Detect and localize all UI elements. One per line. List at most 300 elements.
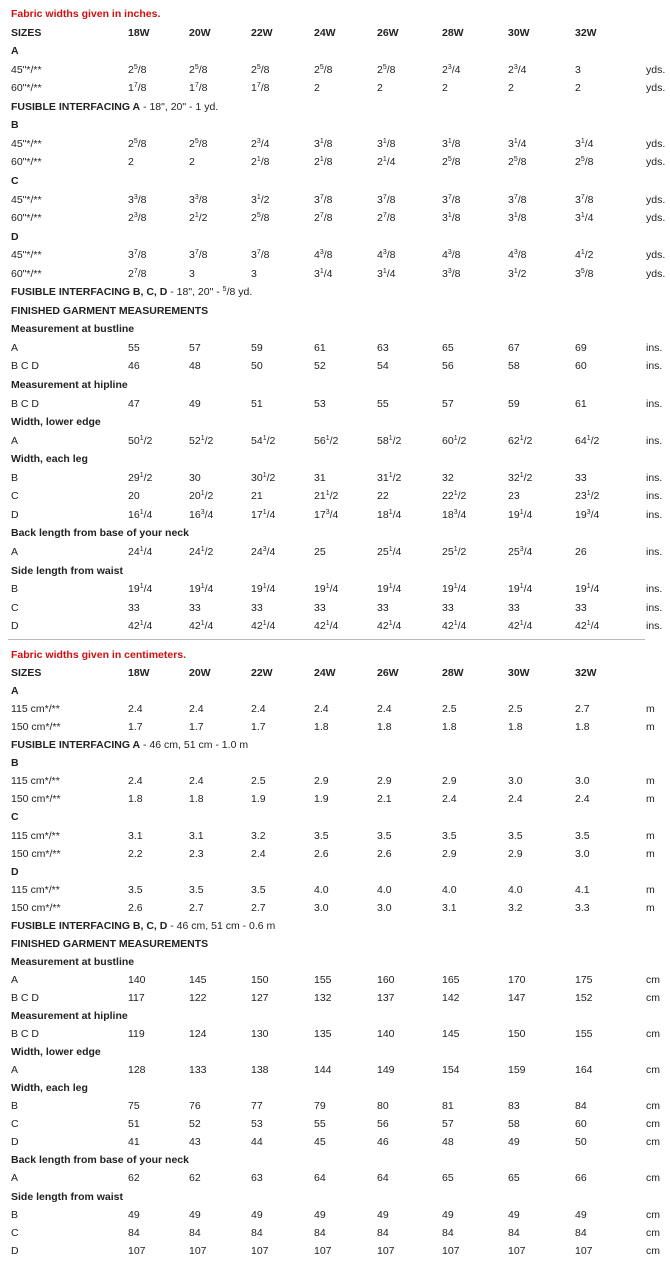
sizes-label: SIZES [11, 27, 42, 39]
cell-value: 154 [442, 1064, 460, 1076]
cell-value: $21^1/2$ [314, 490, 339, 502]
cell-value: 117 [128, 992, 145, 1004]
row-label: D [11, 1136, 19, 1148]
cell-value: 46 [377, 1136, 389, 1148]
cell-value: 1.7 [251, 721, 266, 733]
cell-value: 2.5 [442, 703, 457, 715]
cell-value: 2.9 [508, 848, 523, 860]
cell-value: 84 [575, 1100, 587, 1112]
cell-value: 2.4 [128, 703, 143, 715]
back-length-label [0, 524, 670, 542]
view-d-label-text: D [11, 231, 19, 243]
unit-label: yds. [646, 249, 666, 261]
cell-value: $2^7/8$ [128, 268, 147, 280]
cell-value: $42^1/4$ [128, 620, 153, 632]
section-heading [0, 646, 670, 664]
cell-value: $4^1/2$ [575, 249, 594, 261]
row-label: A [11, 435, 19, 447]
side-length-label-text: Side length from waist [11, 1191, 124, 1203]
cell-value: 62 [189, 1172, 201, 1184]
table-row [0, 790, 670, 808]
fusible-a-note [0, 98, 670, 116]
cell-value: 107 [442, 1245, 460, 1257]
cell-value: 159 [508, 1064, 526, 1076]
size-header: 20W [189, 27, 211, 39]
cell-value: 44 [251, 1136, 263, 1148]
row-label: A [11, 1172, 19, 1184]
size-header: 24W [314, 27, 336, 39]
table-row [0, 881, 670, 899]
table-row [0, 265, 670, 283]
size-header: 26W [377, 667, 399, 679]
cell-value: 2.2 [128, 848, 143, 860]
cell-value: $2^3/4$ [442, 64, 461, 76]
finished-measurements-heading [0, 935, 670, 953]
cell-value: $4^3/8$ [377, 249, 396, 261]
cell-value: 33 [128, 602, 140, 614]
cell-value: 56 [442, 360, 454, 372]
table-row [0, 827, 670, 845]
cell-value: 2 [442, 82, 448, 94]
cell-value: $2^5/8$ [377, 64, 396, 76]
cell-value: $2^5/8$ [314, 64, 333, 76]
cell-value: 2.9 [377, 775, 392, 787]
cell-value: 33 [189, 602, 201, 614]
row-label: A [11, 546, 19, 558]
lower-edge-label-text: Width, lower edge [11, 416, 101, 428]
cell-value: 1.8 [508, 721, 523, 733]
cell-value: $52^1/2$ [189, 435, 214, 447]
size-header: 20W [189, 667, 211, 679]
cell-value: 107 [377, 1245, 395, 1257]
cell-value: 32 [442, 472, 454, 484]
cell-value: 147 [508, 992, 526, 1004]
cell-value: 2.4 [314, 703, 329, 715]
cell-value: 2 [314, 82, 320, 94]
unit-label: m [646, 884, 655, 896]
cell-value: $2^5/8$ [128, 64, 147, 76]
view-b-label-text: B [11, 757, 19, 769]
cell-value: 2.6 [314, 848, 329, 860]
unit-label: ins. [646, 490, 663, 502]
cell-value: 1.8 [442, 721, 457, 733]
cell-value: 155 [575, 1028, 593, 1040]
row-label: D [11, 620, 19, 632]
cell-value: 2.4 [442, 793, 457, 805]
unit-label: ins. [646, 398, 663, 410]
cell-value: $19^1/4$ [251, 583, 276, 595]
side-length-label-text: Side length from waist [11, 565, 124, 577]
cell-value: 107 [251, 1245, 269, 1257]
unit-label: yds. [646, 268, 666, 280]
cell-value: 2.4 [128, 775, 143, 787]
cell-value: 20 [128, 490, 140, 502]
row-label: 150 cm*/** [11, 721, 61, 733]
cell-value: 2.4 [189, 775, 204, 787]
cell-value: $16^3/4$ [189, 509, 214, 521]
row-label: 150 cm*/** [11, 848, 61, 860]
cell-value: $29^1/2$ [128, 472, 153, 484]
cell-value: 26 [575, 546, 587, 558]
cell-value: $3^7/8$ [128, 249, 147, 261]
view-a-label-text: A [11, 685, 19, 697]
cell-value: 43 [189, 1136, 201, 1148]
cell-value: 30 [189, 472, 201, 484]
cell-value: 2.4 [251, 848, 266, 860]
fusible-a-note-text [11, 736, 248, 754]
cell-value: 33 [251, 602, 263, 614]
cell-value: $2^5/8$ [575, 156, 594, 168]
each-leg-label-text: Width, each leg [11, 1082, 88, 1094]
cell-value: 33 [314, 602, 326, 614]
table-row [0, 1206, 670, 1224]
cell-value: 48 [189, 360, 201, 372]
sizes-header [0, 24, 670, 42]
size-header: 28W [442, 27, 464, 39]
cell-value: 165 [442, 974, 460, 986]
cell-value: 3.5 [442, 830, 457, 842]
cell-value: 142 [442, 992, 460, 1004]
cell-value: $3^1/8$ [442, 138, 461, 150]
back-length-label-text: Back length from base of your neck [11, 1154, 189, 1166]
cell-value: $20^1/2$ [189, 490, 214, 502]
cell-value: 2 [128, 156, 134, 168]
table-row [0, 469, 670, 487]
cell-value: 49 [314, 1209, 326, 1221]
cell-value: $2^7/8$ [314, 212, 333, 224]
cell-value: 122 [189, 992, 207, 1004]
cell-value: 150 [251, 974, 269, 986]
cell-value: 4.0 [508, 884, 523, 896]
cell-value: 135 [314, 1028, 332, 1040]
table-row [0, 339, 670, 357]
cell-value: 144 [314, 1064, 332, 1076]
unit-label: m [646, 848, 655, 860]
cell-value: 2.7 [251, 902, 266, 914]
table-row [0, 1169, 670, 1187]
fusible-bcd-note [0, 917, 670, 935]
cell-value: 2.6 [128, 902, 143, 914]
cell-value: $2^5/8$ [251, 64, 270, 76]
cell-value: $19^1/4$ [442, 583, 467, 595]
cell-value: 33 [377, 602, 389, 614]
each-leg-label [0, 1079, 670, 1097]
unit-label: ins. [646, 435, 663, 447]
finished-measurements-heading-text: FINISHED GARMENT MEASUREMENTS [11, 938, 209, 950]
size-header: 18W [128, 667, 150, 679]
unit-label: yds. [646, 194, 666, 206]
size-header: 32W [575, 667, 597, 679]
table-row [0, 899, 670, 917]
cell-value: $24^3/4$ [251, 546, 276, 558]
row-label: C [11, 490, 19, 502]
cell-value: 3 [189, 268, 195, 280]
cell-value: 64 [314, 1172, 326, 1184]
row-label: 45"*/** [11, 138, 42, 150]
cell-value: 107 [575, 1245, 593, 1257]
cell-value: $42^1/4$ [575, 620, 600, 632]
fusible-bcd-note-text [11, 917, 275, 935]
cell-value: $3^3/8$ [128, 194, 147, 206]
row-label: 115 cm*/** [11, 884, 60, 896]
cell-value: 3.2 [508, 902, 523, 914]
table-row [0, 487, 670, 505]
view-d-label [0, 863, 670, 881]
cell-value: 1.7 [189, 721, 204, 733]
row-label: 60"*/** [11, 156, 42, 168]
cell-value: $16^1/4$ [128, 509, 153, 521]
cell-value: 49 [508, 1136, 520, 1148]
cell-value: $4^3/8$ [508, 249, 527, 261]
unit-label: m [646, 775, 655, 787]
row-label: C [11, 1118, 19, 1130]
cell-value: 107 [508, 1245, 526, 1257]
unit-label: cm [646, 992, 660, 1004]
side-length-label [0, 1188, 670, 1206]
cell-value: $3^7/8$ [189, 249, 208, 261]
cell-value: 2.4 [377, 703, 392, 715]
cell-value: 66 [575, 1172, 587, 1184]
cell-value: 77 [251, 1100, 263, 1112]
cell-value: 3.1 [442, 902, 457, 914]
row-label: D [11, 509, 19, 521]
fusible-bcd-note-detail: - 46 cm, 51 cm - 0.6 m [167, 920, 276, 932]
table-row [0, 506, 670, 524]
cell-value: 61 [575, 398, 587, 410]
cell-value: $3^1/2$ [251, 194, 270, 206]
row-label: B [11, 472, 19, 484]
cell-value: $2^3/4$ [508, 64, 527, 76]
unit-label: cm [646, 1100, 660, 1112]
table-row [0, 989, 670, 1007]
cell-value: $1^7/8$ [128, 82, 147, 94]
cell-value: 3.5 [314, 830, 329, 842]
cell-value: 1.8 [128, 793, 143, 805]
cell-value: 149 [377, 1064, 395, 1076]
cell-value: $56^1/2$ [314, 435, 339, 447]
cell-value: $2^1/8$ [251, 156, 270, 168]
table-row [0, 79, 670, 97]
cell-value: 145 [442, 1028, 460, 1040]
hipline-label-text: Measurement at hipline [11, 379, 128, 391]
cell-value: 4.0 [442, 884, 457, 896]
cell-value: $19^1/4$ [508, 583, 533, 595]
lower-edge-label [0, 413, 670, 431]
cell-value: 119 [128, 1028, 145, 1040]
view-d-label-text: D [11, 866, 19, 878]
unit-label: m [646, 830, 655, 842]
fusible-bcd-note [0, 283, 670, 301]
cell-value: 160 [377, 974, 395, 986]
row-label: A [11, 1064, 19, 1076]
cell-value: 69 [575, 342, 587, 354]
row-label: C [11, 602, 19, 614]
cell-value: 49 [508, 1209, 520, 1221]
cell-value: 53 [251, 1118, 263, 1130]
section-heading-text: Fabric widths given in inches. [11, 8, 161, 20]
table-row [0, 1097, 670, 1115]
row-label: 115 cm*/** [11, 775, 60, 787]
table-row [0, 61, 670, 79]
view-a-label [0, 682, 670, 700]
table-row [0, 1115, 670, 1133]
unit-label: cm [646, 1136, 660, 1148]
section-heading-text: Fabric widths given in centimeters. [11, 649, 187, 661]
fusible-a-note-detail: - 18", 20" - 1 yd. [140, 101, 219, 113]
cell-value: $62^1/2$ [508, 435, 533, 447]
cell-value: 2.3 [189, 848, 204, 860]
unit-label: m [646, 902, 655, 914]
cell-value: $24^1/4$ [128, 546, 153, 558]
cell-value: 46 [128, 360, 140, 372]
cell-value: 57 [189, 342, 201, 354]
cell-value: $3^1/8$ [314, 138, 333, 150]
view-b-label [0, 754, 670, 772]
unit-label: yds. [646, 212, 666, 224]
fusible-bcd-note-label: FUSIBLE INTERFACING B, C, D [11, 920, 168, 932]
each-leg-label [0, 450, 670, 468]
row-label: A [11, 342, 19, 354]
cell-value: 41 [128, 1136, 140, 1148]
cell-value: $3^3/8$ [442, 268, 461, 280]
row-label: 60"*/** [11, 82, 42, 94]
table-row [0, 1061, 670, 1079]
cell-value: 33 [575, 602, 587, 614]
cell-value: 59 [251, 342, 263, 354]
cell-value: 84 [508, 1227, 520, 1239]
size-header: 22W [251, 667, 273, 679]
cell-value: $42^1/4$ [508, 620, 533, 632]
cell-value: 55 [377, 398, 389, 410]
cell-value: 47 [128, 398, 140, 410]
cell-value: 31 [314, 472, 326, 484]
cell-value: 133 [189, 1064, 207, 1076]
cell-value: 49 [377, 1209, 389, 1221]
size-header: 30W [508, 667, 530, 679]
unit-label: ins. [646, 472, 663, 484]
row-label: B [11, 1100, 19, 1112]
cell-value: 55 [314, 1118, 326, 1130]
row-label: 115 cm*/** [11, 703, 60, 715]
cell-value: 3.5 [508, 830, 523, 842]
row-label: B C D [11, 1028, 40, 1040]
unit-label: yds. [646, 156, 666, 168]
cell-value: 3.2 [251, 830, 266, 842]
cell-value: $1^7/8$ [189, 82, 208, 94]
view-b-label [0, 116, 670, 134]
cell-value: 58 [508, 360, 520, 372]
cell-value: 56 [377, 1118, 389, 1130]
cell-value: 3.5 [189, 884, 204, 896]
cell-value: $3^7/8$ [442, 194, 461, 206]
cell-value: 60 [575, 1118, 587, 1130]
cell-value: $3^7/8$ [508, 194, 527, 206]
cell-value: 83 [508, 1100, 520, 1112]
cell-value: 2.4 [508, 793, 523, 805]
fusible-a-note-detail: - 46 cm, 51 cm - 1.0 m [140, 739, 249, 751]
cell-value: 49 [251, 1209, 263, 1221]
cell-value: 1.8 [377, 721, 392, 733]
cell-value: 140 [377, 1028, 395, 1040]
cell-value: 84 [314, 1227, 326, 1239]
unit-label: ins. [646, 546, 663, 558]
cell-value: $64^1/2$ [575, 435, 600, 447]
cell-value: 2.9 [314, 775, 329, 787]
cell-value: $31^1/2$ [377, 472, 402, 484]
cell-value: 2.7 [189, 902, 204, 914]
cell-value: $17^1/4$ [251, 509, 276, 521]
table-row [0, 1242, 670, 1260]
unit-label: cm [646, 1118, 660, 1130]
section-divider [8, 639, 645, 640]
cell-value: $23^1/2$ [575, 490, 600, 502]
row-label: 115 cm*/** [11, 830, 60, 842]
cell-value: 175 [575, 974, 593, 986]
cell-value: 58 [508, 1118, 520, 1130]
cell-value: 48 [442, 1136, 454, 1148]
row-label: C [11, 1227, 19, 1239]
sizes-header [0, 664, 670, 682]
table-row [0, 246, 670, 264]
unit-label: ins. [646, 360, 663, 372]
size-header: 22W [251, 27, 273, 39]
cell-value: $19^1/4$ [575, 583, 600, 595]
cell-value: 2.9 [442, 775, 457, 787]
table-row [0, 1025, 670, 1043]
cell-value: 132 [314, 992, 332, 1004]
cell-value: 25 [314, 546, 326, 558]
cell-value: $2^5/8$ [508, 156, 527, 168]
cell-value: $19^1/4$ [377, 583, 402, 595]
cell-value: 64 [377, 1172, 389, 1184]
cell-value: 49 [575, 1209, 587, 1221]
unit-label: yds. [646, 82, 666, 94]
row-label: 60"*/** [11, 268, 42, 280]
cell-value: $3^3/8$ [189, 194, 208, 206]
row-label: B C D [11, 992, 40, 1004]
cell-value: 2 [377, 82, 383, 94]
row-label: 150 cm*/** [11, 902, 61, 914]
cell-value: 1.9 [314, 793, 329, 805]
size-header: 24W [314, 667, 336, 679]
fusible-a-note [0, 736, 670, 754]
cell-value: $42^1/4$ [442, 620, 467, 632]
cell-value: $24^1/2$ [189, 546, 214, 558]
cell-value: $42^1/4$ [314, 620, 339, 632]
cell-value: 2.5 [508, 703, 523, 715]
cell-value: $2^1/4$ [377, 156, 396, 168]
cell-value: $2^7/8$ [377, 212, 396, 224]
cell-value: 2 [189, 156, 195, 168]
cell-value: $2^3/4$ [251, 138, 270, 150]
table-row [0, 543, 670, 561]
table-row [0, 209, 670, 227]
unit-label: m [646, 721, 655, 733]
cell-value: 33 [442, 602, 454, 614]
unit-label: cm [646, 1245, 660, 1257]
table-row [0, 599, 670, 617]
view-b-label-text: B [11, 119, 19, 131]
row-label: 45"*/** [11, 249, 42, 261]
view-a-label-text: A [11, 45, 19, 57]
cell-value: 2.4 [575, 793, 590, 805]
cell-value: 3.1 [128, 830, 143, 842]
lower-edge-label-text: Width, lower edge [11, 1046, 101, 1058]
cell-value: $19^1/4$ [128, 583, 153, 595]
cell-value: $2^1/2$ [189, 212, 208, 224]
cell-value: $17^3/4$ [314, 509, 339, 521]
cell-value: 3.0 [575, 848, 590, 860]
